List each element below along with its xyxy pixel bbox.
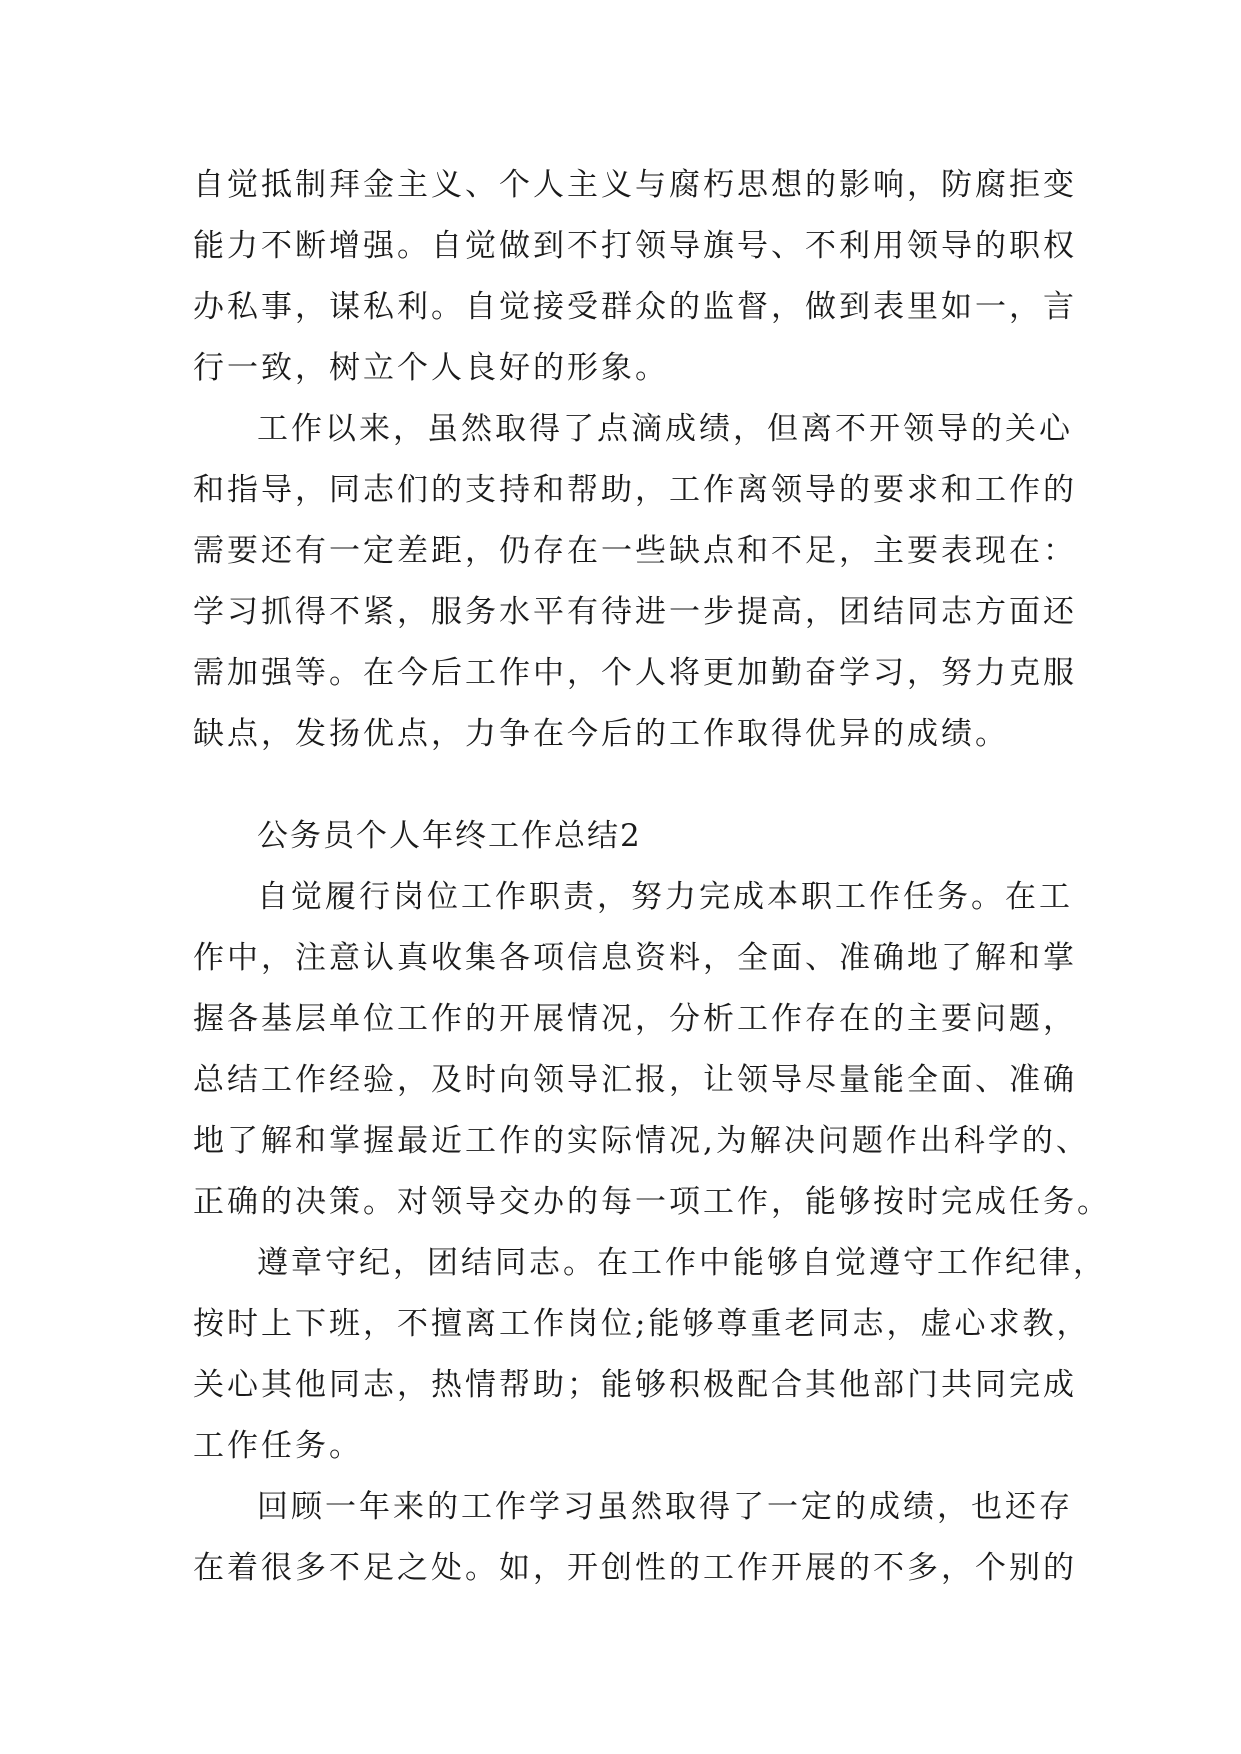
text-line: 在着很多不足之处。如，开创性的工作开展的不多，个别的 — [193, 1550, 1077, 1586]
text-line: 学习抓得不紧，服务水平有待进一步提高，团结同志方面还 — [193, 594, 1077, 630]
text-line: 缺点，发扬优点，力争在今后的工作取得优异的成绩。 — [193, 716, 1009, 752]
text-line: 需要还有一定差距，仍存在一些缺点和不足，主要表现在： — [193, 533, 1077, 569]
paragraph — [193, 867, 1111, 1233]
text-line: 行一致，树立个人良好的形象。 — [193, 350, 669, 386]
paragraph — [193, 1233, 1107, 1477]
text-line: 自觉抵制拜金主义、个人主义与腐朽思想的影响，防腐拒变 — [193, 167, 1077, 203]
text-line: 回顾一年来的工作学习虽然取得了一定的成绩，也还存 — [257, 1489, 1073, 1525]
text-line: 工作以来，虽然取得了点滴成绩，但离不开领导的关心 — [257, 411, 1073, 447]
text-line: 握各基层单位工作的开展情况，分析工作存在的主要问题， — [193, 1001, 1077, 1037]
text-line: 作中，注意认真收集各项信息资料，全面、准确地了解和掌 — [193, 940, 1077, 976]
text-line: 工作任务。 — [193, 1428, 363, 1464]
text-line: 和指导，同志们的支持和帮助，工作离领导的要求和工作的 — [193, 472, 1077, 508]
text-line: 地了解和掌握最近工作的实际情况,为解决问题作出科学的、 — [193, 1123, 1090, 1159]
text-line: 关心其他同志，热情帮助；能够积极配合其他部门共同完成 — [193, 1367, 1077, 1403]
text-line: 自觉履行岗位工作职责，努力完成本职工作任务。在工 — [257, 879, 1073, 915]
text-line: 按时上下班，不擅离工作岗位;能够尊重老同志，虚心求教， — [193, 1306, 1091, 1342]
text-line: 正确的决策。对领导交办的每一项工作，能够按时完成任务。 — [193, 1184, 1111, 1220]
paragraph-continuation — [193, 155, 1077, 399]
text-line: 总结工作经验，及时向领导汇报，让领导尽量能全面、准确 — [193, 1062, 1077, 1098]
section-title: 公务员个人年终工作总结2 — [257, 818, 642, 854]
paragraph — [193, 1477, 1077, 1599]
text-line: 需加强等。在今后工作中，个人将更加勤奋学习，努力克服 — [193, 655, 1077, 691]
text-line: 能力不断增强。自觉做到不打领导旗号、不利用领导的职权 — [193, 228, 1077, 264]
paragraph — [193, 399, 1077, 765]
text-line: 遵章守纪，团结同志。在工作中能够自觉遵守工作纪律， — [257, 1245, 1107, 1281]
text-line: 办私事，谋私利。自觉接受群众的监督，做到表里如一，言 — [193, 289, 1077, 325]
